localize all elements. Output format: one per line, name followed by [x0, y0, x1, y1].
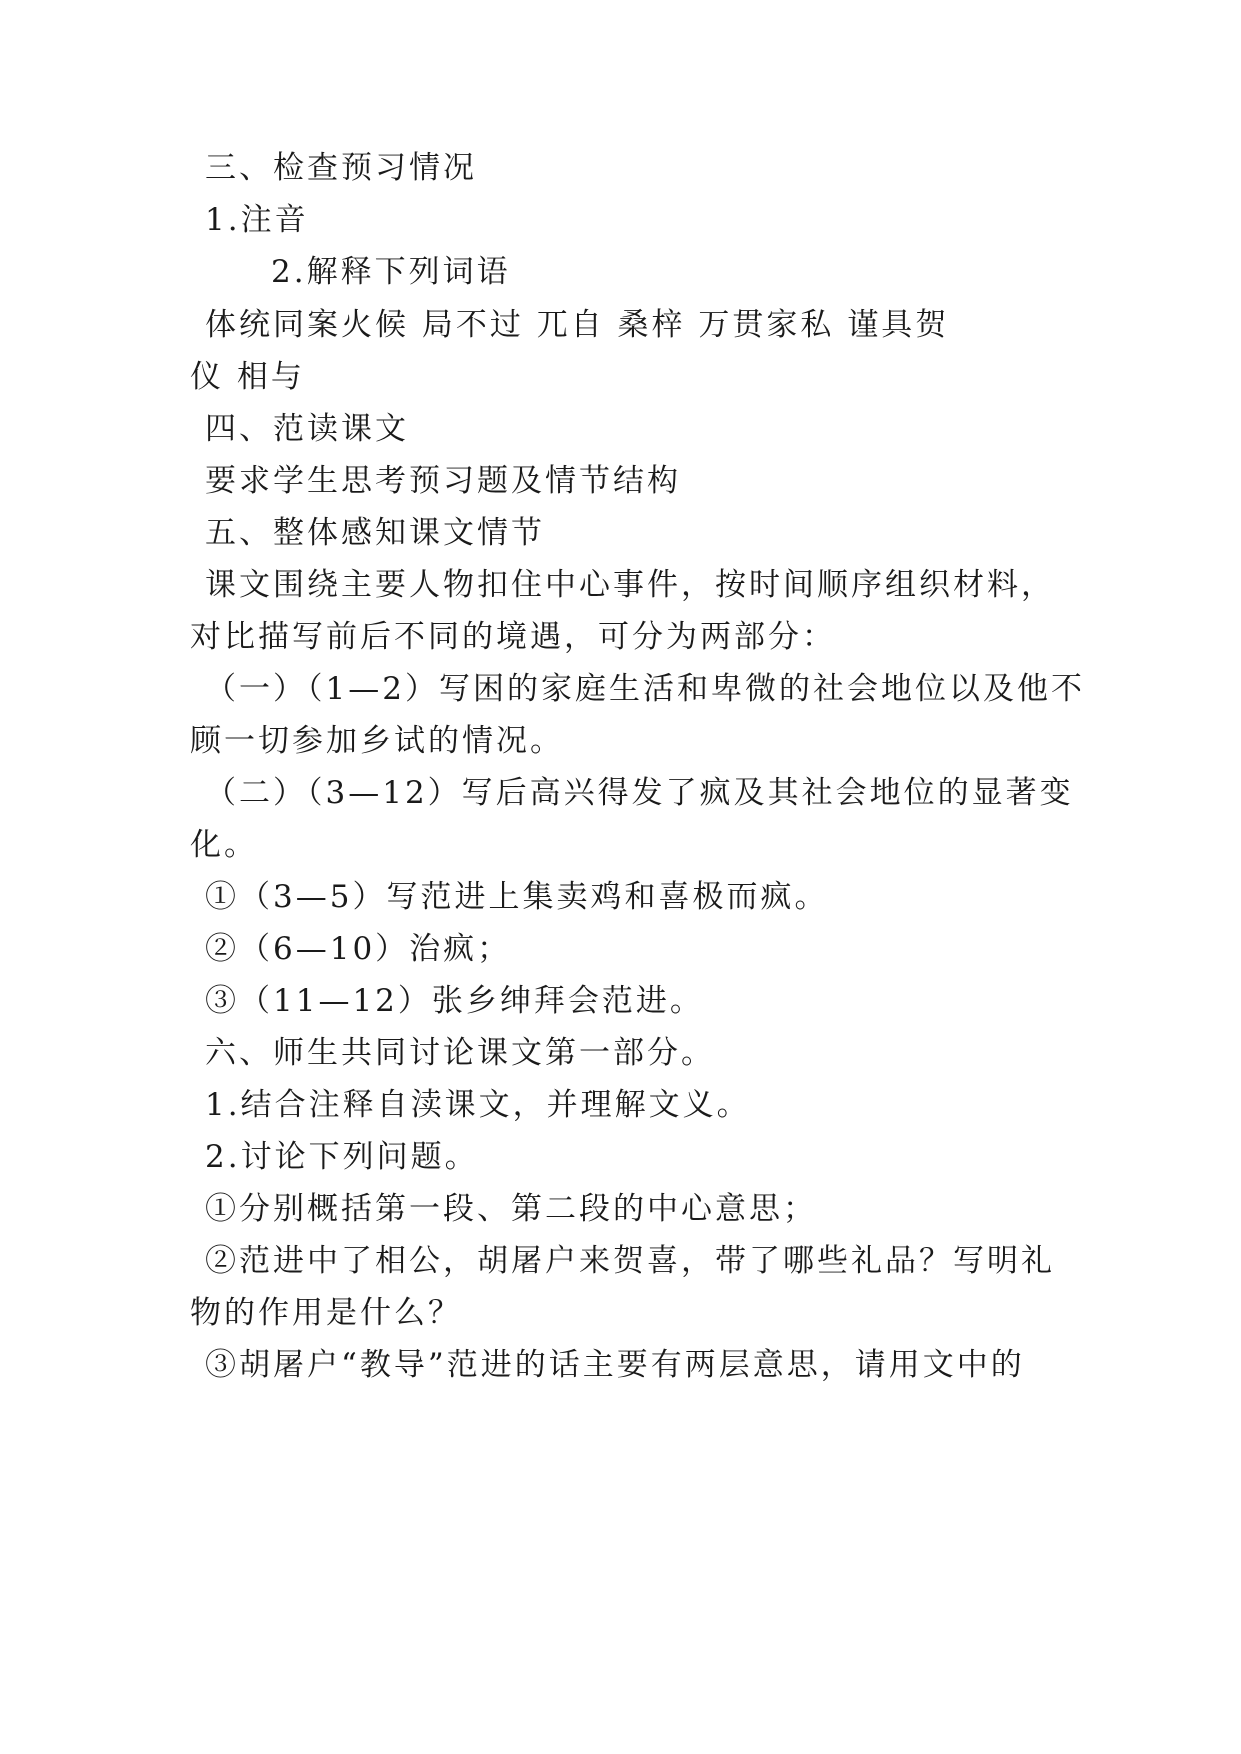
list-item: ②（6—10）治疯； [205, 931, 512, 967]
list-item: 2.解释下列词语 [271, 254, 511, 290]
paragraph-line: （二）（3—12）写后高兴得发了疯及其社会地位的显著变 [205, 775, 1074, 811]
list-item: ②范进中了相公，胡屠户来贺喜，带了哪些礼品？写明礼 [205, 1243, 1055, 1279]
paragraph-line: 顾一切参加乡试的情况。 [190, 723, 564, 759]
list-item: ①（3—5）写范进上集卖鸡和喜极而疯。 [205, 879, 829, 915]
section-heading: 三、检查预习情况 [205, 150, 477, 186]
paragraph-line: （一）（1—2）写困的家庭生活和卑微的社会地位以及他不 [205, 671, 1085, 707]
list-item: ①分别概括第一段、第二段的中心意思； [205, 1191, 817, 1227]
paragraph-line: 物的作用是什么？ [190, 1295, 462, 1331]
paragraph-line: 要求学生思考预习题及情节结构 [205, 463, 681, 499]
section-heading: 五、整体感知课文情节 [205, 515, 545, 551]
paragraph-line: 化。 [190, 827, 258, 863]
list-item: 2.讨论下列问题。 [205, 1139, 479, 1175]
paragraph-line: 课文围绕主要人物扣住中心事件，按时间顺序组织材料， [205, 567, 1055, 603]
paragraph-line: 仪 相与 [190, 359, 305, 395]
list-item: ③（11—12）张乡绅拜会范进。 [205, 983, 704, 1019]
paragraph-line: 体统同案火候 局不过 兀自 桑梓 万贯家私 谨具贺 [205, 307, 950, 343]
section-heading: 四、范读课文 [205, 411, 409, 447]
paragraph-line: 对比描写前后不同的境遇，可分为两部分： [190, 619, 836, 655]
section-heading: 六、师生共同讨论课文第一部分。 [205, 1035, 715, 1071]
list-item: 1.结合注释自渎课文，并理解文义。 [205, 1087, 751, 1123]
list-item: ③胡屠户“教导”范进的话主要有两层意思，请用文中的 [205, 1347, 1025, 1383]
list-item: 1.注音 [205, 202, 309, 238]
